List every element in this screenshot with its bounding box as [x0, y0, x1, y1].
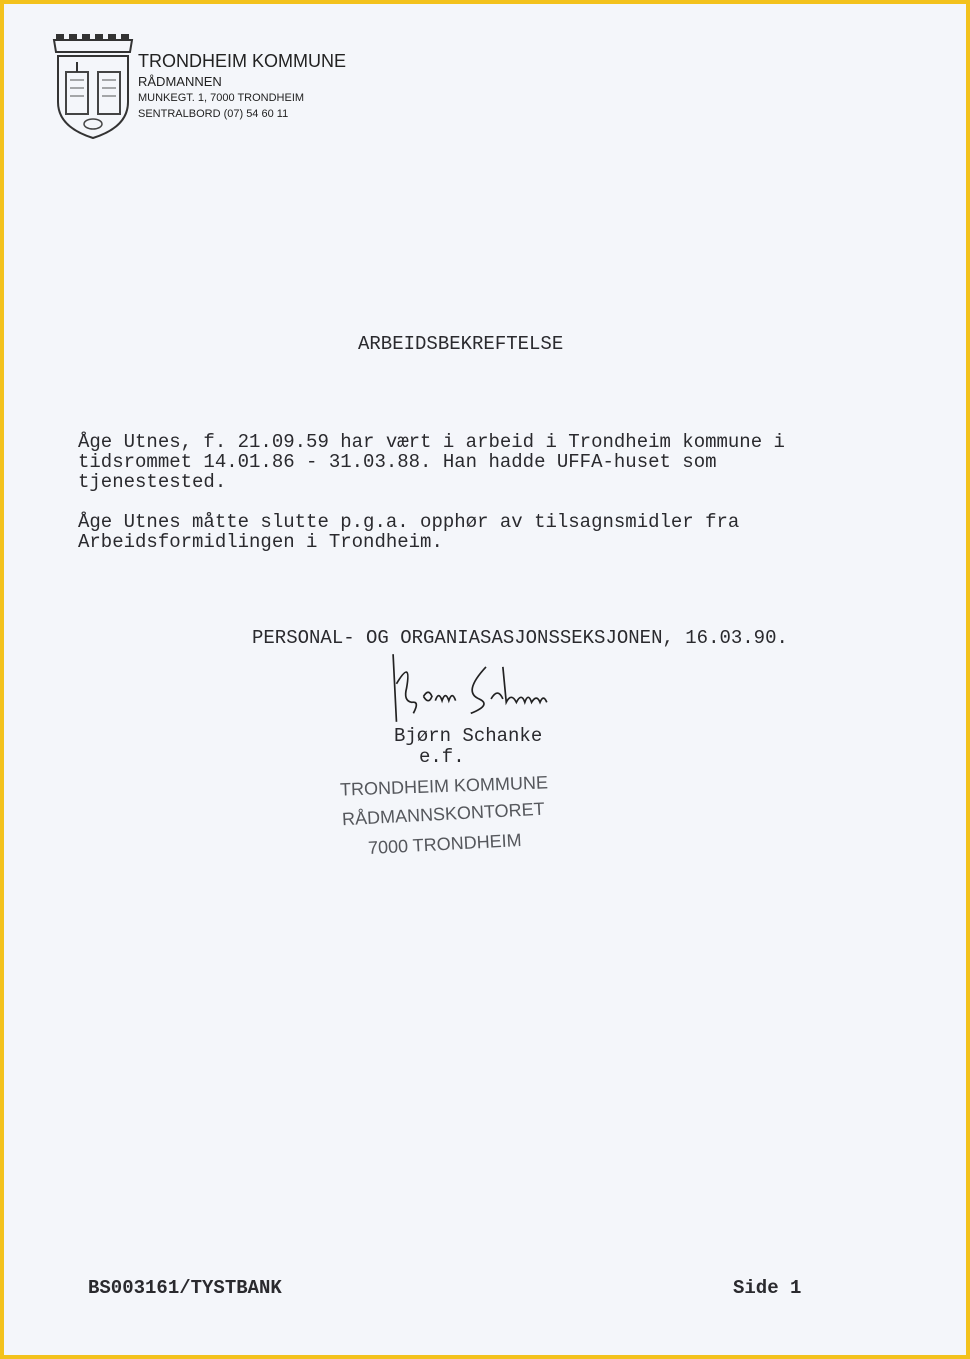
coat-of-arms-logo [48, 32, 138, 142]
footer-page-number: Side 1 [733, 1277, 802, 1299]
sender-line: PERSONAL- OG ORGANIASASJONSSEKSJONEN, 16.03.90. [252, 627, 788, 649]
paragraph-2-line-1: Åge Utnes måtte slutte p.g.a. opphør av tilsagnsmidler fra [78, 511, 740, 533]
paragraph-1-line-1: Åge Utnes, f. 21.09.59 har vært i arbeid i Trondheim kommune i [78, 431, 785, 453]
handwritten-signature [370, 650, 580, 726]
signatory-name: Bjørn Schanke [394, 725, 543, 747]
document-page [4, 4, 966, 1355]
stamp-line-3: 7000 TRONDHEIM [367, 829, 523, 859]
stamp-line-1: TRONDHEIM KOMMUNE [339, 772, 549, 800]
stamp-line-2: RÅDMANNSKONTORET [341, 798, 546, 830]
letterhead-org: TRONDHEIM KOMMUNE [138, 51, 346, 71]
paragraph-1-line-2: tidsrommet 14.01.86 - 31.03.88. Han hadde UFFA-huset som [78, 451, 717, 473]
paragraph-1-line-3: tjenestested. [78, 471, 227, 493]
document-title: ARBEIDSBEKREFTELSE [358, 333, 564, 355]
paragraph-2-line-2: Arbeidsformidlingen i Trondheim. [78, 531, 443, 553]
footer-reference: BS003161/TYSTBANK [88, 1277, 282, 1299]
letterhead-phone: SENTRALBORD (07) 54 60 11 [138, 108, 289, 120]
letterhead-dept: RÅDMANNEN [138, 74, 222, 89]
letterhead-address: MUNKEGT. 1, 7000 TRONDHEIM [138, 92, 305, 104]
signatory-suffix: e.f. [419, 746, 465, 768]
